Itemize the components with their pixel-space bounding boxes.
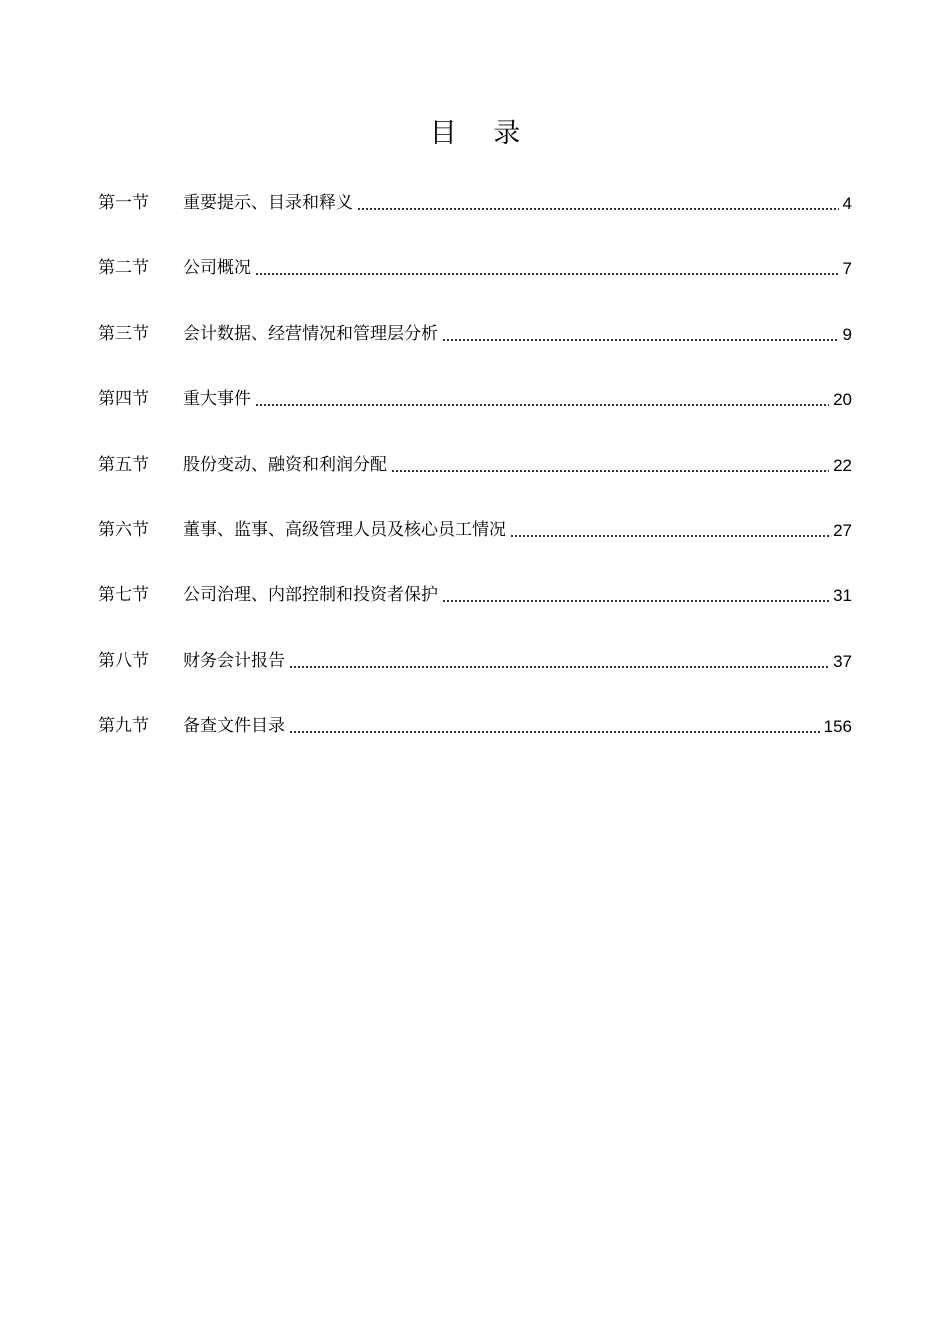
- toc-section-title: 重大事件: [183, 389, 251, 410]
- toc-section-number: 第四节: [98, 389, 149, 410]
- toc-page-number: 9: [842, 324, 852, 344]
- toc-page-number: 37: [833, 651, 852, 671]
- toc-section-number: 第七节: [98, 585, 149, 606]
- toc-entry-1[interactable]: [98, 186, 852, 221]
- toc-section-number: 第三节: [98, 323, 149, 344]
- toc-dot-leader: [357, 208, 839, 210]
- table-of-contents: [98, 186, 852, 775]
- toc-entry-2[interactable]: [98, 251, 852, 286]
- toc-section-number: 第六节: [98, 519, 149, 540]
- toc-dot-leader: [510, 535, 829, 537]
- toc-section-number: 第五节: [98, 454, 149, 475]
- toc-section-number: 第八节: [98, 650, 149, 671]
- toc-page-number: 20: [833, 390, 852, 410]
- toc-dot-leader: [442, 339, 839, 341]
- toc-page-number: 31: [833, 586, 852, 606]
- toc-dot-leader: [289, 666, 829, 668]
- toc-section-title: 重要提示、目录和释义: [183, 193, 353, 213]
- toc-entry-8[interactable]: [98, 644, 852, 679]
- toc-dot-leader: [255, 404, 829, 406]
- toc-section-title: 董事、监事、高级管理人员及核心员工情况: [183, 519, 506, 540]
- toc-page-number: 7: [842, 259, 852, 279]
- toc-page-number: 22: [833, 455, 852, 475]
- toc-section-title: 财务会计报告: [183, 650, 285, 671]
- toc-section-number: 第二节: [98, 258, 149, 279]
- toc-section-title: 股份变动、融资和利润分配: [183, 454, 387, 475]
- toc-section-title: 公司治理、内部控制和投资者保护: [183, 585, 438, 606]
- toc-entry-7[interactable]: [98, 578, 852, 613]
- toc-dot-leader: [391, 470, 829, 472]
- toc-section-title: 会计数据、经营情况和管理层分析: [183, 323, 438, 344]
- toc-entry-6[interactable]: [98, 513, 852, 548]
- toc-entry-5[interactable]: [98, 448, 852, 483]
- toc-page-number: 27: [833, 520, 852, 540]
- toc-page-number: 156: [823, 717, 852, 737]
- toc-dot-leader: [442, 600, 829, 602]
- toc-section-title: 公司概况: [183, 258, 251, 279]
- page-title: 目 录: [429, 118, 535, 149]
- toc-section-title: 备查文件目录: [183, 716, 285, 737]
- toc-section-number: 第一节: [98, 193, 149, 213]
- toc-entry-9[interactable]: [98, 709, 852, 744]
- toc-page-number: 4: [842, 194, 852, 213]
- toc-entry-4[interactable]: [98, 382, 852, 417]
- toc-entry-3[interactable]: [98, 317, 852, 352]
- toc-dot-leader: [255, 273, 839, 275]
- toc-dot-leader: [289, 731, 820, 733]
- toc-section-number: 第九节: [98, 716, 149, 737]
